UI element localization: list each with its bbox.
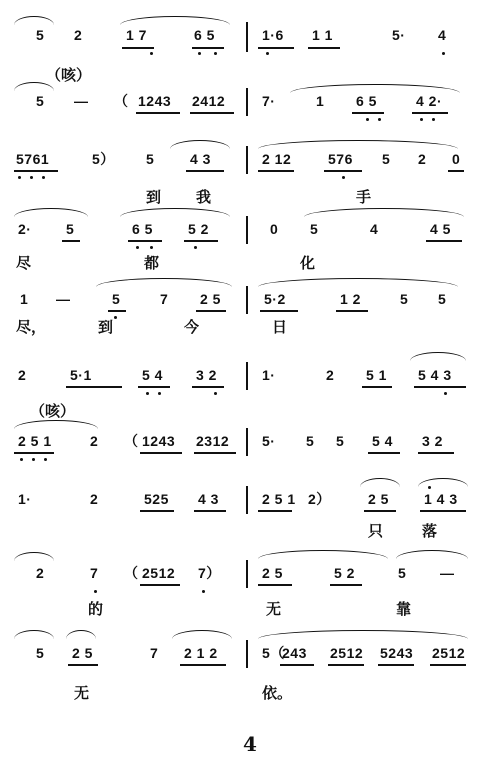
- note: 4 3: [198, 491, 219, 507]
- note: 2512: [142, 565, 176, 581]
- note: 5 2: [334, 565, 355, 581]
- note: 5: [438, 291, 447, 307]
- lyric: 落: [422, 522, 438, 540]
- note: 2 5: [262, 565, 283, 581]
- note: 1 1: [312, 27, 333, 43]
- note: 1·: [18, 491, 32, 507]
- note: 2 5 1: [18, 433, 52, 449]
- note: 5: [398, 565, 407, 581]
- note: 5 4: [372, 433, 393, 449]
- note: 2 5: [200, 291, 221, 307]
- note: 5761: [16, 151, 50, 167]
- note: 6 5: [356, 93, 377, 109]
- lyric: 无: [266, 600, 282, 618]
- lyric: 化: [300, 254, 316, 272]
- note: 2: [18, 367, 27, 383]
- note: 7: [150, 645, 159, 661]
- note: （: [124, 433, 139, 449]
- lyric: 的: [88, 600, 104, 618]
- note: 1 2: [340, 291, 361, 307]
- note: 4 2·: [416, 93, 443, 109]
- note: 5: [382, 151, 391, 167]
- lyric: 到: [98, 318, 114, 336]
- lyric: 我: [196, 188, 212, 206]
- lyric: 无: [74, 684, 90, 702]
- barline: [246, 560, 248, 588]
- note: 4 5: [430, 221, 451, 237]
- note: 5: [36, 93, 45, 109]
- note: 2312: [196, 433, 230, 449]
- lyric: （咳）: [30, 402, 76, 420]
- note: 5·2: [264, 291, 286, 307]
- barline: [246, 88, 248, 116]
- note: —: [56, 291, 71, 307]
- note: 5: [310, 221, 319, 237]
- note: 2·: [18, 221, 32, 237]
- note: 0: [452, 151, 461, 167]
- barline: [246, 216, 248, 244]
- note: 2512: [432, 645, 466, 661]
- lyric: 尽，: [16, 318, 47, 336]
- note: 2 5: [72, 645, 93, 661]
- note: 1 4 3: [424, 491, 458, 507]
- note: 5: [112, 291, 121, 307]
- note: 2 12: [262, 151, 292, 167]
- note: 2412: [192, 93, 226, 109]
- note: 5（: [262, 645, 285, 661]
- note: 2 1 2: [184, 645, 218, 661]
- lyric: 都: [144, 254, 160, 272]
- note: 2 5 1: [262, 491, 296, 507]
- lyric: 日: [272, 318, 288, 336]
- note: 2: [90, 491, 99, 507]
- note: 5·: [392, 27, 406, 43]
- lyric: 只: [368, 522, 384, 540]
- note: 5）: [92, 151, 115, 167]
- note: 1243: [142, 433, 176, 449]
- note: 1·6: [262, 27, 284, 43]
- note: 2: [74, 27, 83, 43]
- lyric: 今: [184, 318, 200, 336]
- barline: [246, 428, 248, 456]
- note: 5 1: [366, 367, 387, 383]
- note: 2512: [330, 645, 364, 661]
- note: 243: [282, 645, 307, 661]
- lyric: 手: [356, 188, 372, 206]
- note: 5·: [262, 433, 276, 449]
- note: 5: [400, 291, 409, 307]
- note: 1: [316, 93, 325, 109]
- note: 5: [36, 27, 45, 43]
- note: 5: [36, 645, 45, 661]
- barline: [246, 486, 248, 514]
- note: 7·: [262, 93, 276, 109]
- lyric: 尽: [16, 254, 32, 272]
- note: 3 2: [196, 367, 217, 383]
- note: 2: [36, 565, 45, 581]
- note: 7: [90, 565, 99, 581]
- note: 4: [370, 221, 379, 237]
- lyric: 到: [146, 188, 162, 206]
- note: 3 2: [422, 433, 443, 449]
- page-number: 4: [243, 732, 257, 756]
- note: 5: [66, 221, 75, 237]
- note: 5: [146, 151, 155, 167]
- note: 7）: [198, 565, 221, 581]
- note: 0: [270, 221, 279, 237]
- barline: [246, 146, 248, 174]
- note: 525: [144, 491, 169, 507]
- note: 5 4 3: [418, 367, 452, 383]
- note: 5: [336, 433, 345, 449]
- barline: [246, 640, 248, 668]
- lyric: 依。: [262, 684, 293, 702]
- note: 1: [20, 291, 29, 307]
- note: 1·: [262, 367, 276, 383]
- note: 6 5: [132, 221, 153, 237]
- note: 2: [90, 433, 99, 449]
- note: （: [114, 93, 129, 109]
- barline: [246, 362, 248, 390]
- lyric: 靠: [396, 600, 412, 618]
- note: 5 2: [188, 221, 209, 237]
- note: 4 3: [190, 151, 211, 167]
- note: 1 7: [126, 27, 147, 43]
- lyric: （咳）: [46, 66, 92, 84]
- note: 5: [306, 433, 315, 449]
- note: 2 5: [368, 491, 389, 507]
- note: —: [440, 565, 455, 581]
- note: 2: [418, 151, 427, 167]
- barline: [246, 286, 248, 314]
- note: 5·1: [70, 367, 92, 383]
- note: 5 4: [142, 367, 163, 383]
- note: 2）: [308, 491, 331, 507]
- barline: [246, 22, 248, 52]
- note: —: [74, 93, 89, 109]
- note: 6 5: [194, 27, 215, 43]
- note: 576: [328, 151, 353, 167]
- note: （: [124, 565, 139, 581]
- note: 4: [438, 27, 447, 43]
- note: 7: [160, 291, 169, 307]
- note: 2: [326, 367, 335, 383]
- note: 5243: [380, 645, 414, 661]
- note: 1243: [138, 93, 172, 109]
